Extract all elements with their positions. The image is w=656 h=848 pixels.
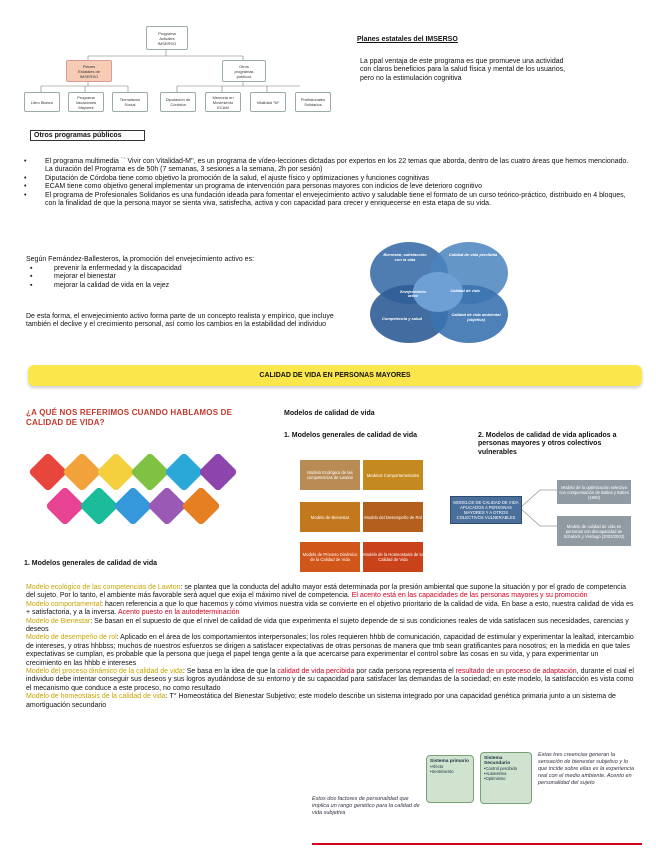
- homeo-sys2: [480, 752, 532, 804]
- list-item: • Diputación de Córdoba tiene como objetivo la promoción de la salud, el ajuste físico y optimizaciones y funciones cognitivas: [24, 174, 430, 182]
- para-text: : Se basan en el supuesto de que el nivel de calidad de vida que experimenta el sujeto depende de si sus condiciones reales de vida satisfacen sus necesidades, carencias y deseos: [26, 617, 629, 634]
- generales-paras: [26, 584, 636, 710]
- applied-left-box: MODELOS DE CALIDAD DE VIDA APLICADOS A PERSONAS MAYORES Y A OTROS COLECTIVOS VULNERABLES: [450, 496, 522, 524]
- org-leaf: Vitalidad "M": [250, 92, 286, 112]
- segun-intro: Según Fernández-Ballesteros, la promoción del envejecimiento activo es:: [26, 256, 255, 263]
- list-item: ▪ mejorar la calidad de vida en la vejez: [30, 281, 170, 289]
- list-item: • El programa multimedia `` Vivir con Vitalidad-M'', es un programa de vídeo-lecciones dictadas por expertos en los 22 temas que aborda, dentro de las cuatro áreas que hemos mencionado. La duración del Programa es de 50h (7 semanas, 3 sesiones a la semana, 2h por sesión): [24, 158, 629, 174]
- puzzle-piece: [198, 452, 238, 492]
- puzzle-piece: [164, 452, 204, 492]
- model-tile: Modelo del Desempeño de Rol: [363, 502, 423, 532]
- org-root: Programa Actuales IMSERSO: [146, 26, 188, 50]
- venn-label: Envejecimiento activo: [400, 290, 426, 298]
- applied-right-box: Modelo de la optimización selectiva con compensación de Baltes y Baltes (1990): [557, 480, 631, 504]
- para-label: Modelo de desempeño de rol: [26, 634, 117, 642]
- puzzle-heading: ¿A QUÉ NOS REFERIMOS CUANDO HABLAMOS DE CALIDAD DE VIDA?: [26, 408, 233, 427]
- planes-title: Planes estatales del IMSERSO: [357, 36, 458, 43]
- applied-connector: [520, 478, 560, 548]
- model-tile: Modelo de la Homeostasis de la Calidad de Vida: [363, 542, 423, 572]
- puzzle-piece: [28, 452, 68, 492]
- para-text: por cada persona representa el: [354, 668, 456, 676]
- modelo-sub1: 1. Modelos generales de calidad de vida: [284, 432, 418, 439]
- puzzle-piece: [113, 486, 153, 526]
- planes-text: La ppal ventaja de este programa es que promueve una actividad con claros beneficios para la salud física y mental de los usuarios, pero no la estimulación cognitiva: [360, 58, 566, 82]
- otros-bullet-text: El programa de Profesionales Solidarios es una fundación ideada para fomentar el envejecimiento activo y saludable tiene el formato de un curso teórico-práctico, distribuido en 4 bloques, con la finalidad de que la persona mayor se sienta viva, satisfecha, activa y con capacidad para crecer y enriquecerse en esta etapa de su vida.: [45, 191, 626, 208]
- venn-label: Calidad de vida: [450, 288, 480, 293]
- otros-title: Otros programas públicos: [30, 130, 145, 141]
- otros-bullet-text: ECAM tiene como objetivo general implementar un programa de intervención para personas mayores con indicios de leve deterioro cognitivo: [45, 183, 482, 191]
- org-left-head: Planes Estatales de IMSERSO: [66, 60, 112, 82]
- para-red: calidad de vida percibida: [277, 668, 355, 676]
- homeo-sys2-title: Sistema Secundario: [484, 756, 511, 766]
- org-leaf: Profesionales Solidarios: [295, 92, 331, 112]
- para-label: Modelo comportamental: [26, 600, 102, 608]
- para-red: El acento está en las capacidades de las personas mayores y su promoción: [351, 592, 588, 600]
- generales-para: [26, 634, 636, 668]
- para-label: Modelo ecológico de las competencias de Lawton: [26, 584, 181, 591]
- otros-bullet-text: Diputación de Córdoba tiene como objetivo la promoción de la salud, el ajuste físico y optimizaciones y funciones cognitivas: [45, 174, 430, 182]
- list-item: ▪ prevenir la enfermedad y la discapacidad: [30, 265, 182, 272]
- homeo-right-text: Estas tres creencias generan la sensación de bienestar subjetivo y lo que incide sobre ellas es la experiencia real con el medio ambiente. Acento en personalidad del sujeto: [538, 752, 635, 786]
- list-item: • ECAM tiene como objetivo general implementar un programa de intervención para personas mayores con indicios de leve deterioro cognitivo: [24, 183, 482, 191]
- homeo-sys2-items: •Control percibido •Autoestima •Optimismo: [484, 766, 518, 781]
- org-leaf: Memoria en Movimiento ECAM: [205, 92, 241, 112]
- puzzle-piece: [62, 452, 102, 492]
- generales-para: [26, 693, 636, 710]
- homeo-sys1: [426, 755, 474, 803]
- venn-label: Competencia y salud: [381, 316, 422, 321]
- segun-closing: De esta forma, el envejecimiento activo forma parte de un concepto realista y empírico, que incluye también el declive y el crecimiento personal, así como los cambios en la estabilidad del individuo: [26, 313, 334, 329]
- banner-title: CALIDAD DE VIDA EN PERSONAS MAYORES: [259, 372, 411, 379]
- homeo-sys1-items: •Afecto •Sentimiento: [430, 764, 454, 774]
- segun-item-text: mejorar la calidad de vida en la vejez: [54, 281, 170, 289]
- otros-list: [24, 158, 634, 208]
- puzzle-piece: [79, 486, 119, 526]
- org-right-head: Otros programas públicos: [222, 60, 266, 82]
- org-leaf: Termalismo Social: [112, 92, 148, 112]
- segun-list: [30, 265, 182, 290]
- generales-para: [26, 618, 636, 635]
- homeo-sys1-title: Sistema primario: [430, 759, 469, 764]
- list-item: • El programa de Profesionales Solidarios es una fundación ideada para fomentar el envejecimiento activo y saludable tiene el formato de un curso teórico-práctico, distribuido en 4 bloques, con la finalidad de que la persona mayor se sienta viva, satisfecha, activa y con capacidad para crecer y enriquecerse en esta etapa de su vida.: [24, 191, 626, 208]
- puzzle-piece: [181, 486, 221, 526]
- org-leaf: Programa Vacaciones Mayores: [68, 92, 104, 112]
- generales-title: 1. Modelos generales de calidad de vida: [24, 560, 158, 567]
- applied-right-box: Modelo de calidad de vida en personas con discapacidad de Schalock y Verdugo (2002/2003): [557, 516, 631, 546]
- puzzle-piece: [45, 486, 85, 526]
- generales-para: [26, 584, 636, 601]
- model-tile: Modelo Ecológico de las competencias de Lawton: [300, 460, 360, 490]
- puzzle-piece: [96, 452, 136, 492]
- para-text: : se plantea que la conducta del adulto mayor está determinada por la presión ambiental que supone la situación y por el grado de competencia del sujeto. Por lo tanto, el ambiente más favorable será aquel que exija el máximo nivel de competencia.: [26, 584, 627, 600]
- venn-label: Calidad de vida percibida: [448, 252, 498, 257]
- para-text: , durante el cual el individuo debe intentar conseguir sus deseos y sus logros ayudándose de su entorno y de su capacidad para satisfacer las demandas de la sociedad; en este modelo, la satisfacción es vista como el mecanismo que conduce a este proceso, no como resultado: [26, 668, 634, 692]
- otros-bullet-text: El programa multimedia `` Vivir con Vitalidad-M'', es un programa de vídeo-lecciones dictadas por expertos en los 22 temas que aborda, dentro de las cuatro áreas que hemos mencionado. La duración del Programa es de 50h (7 semanas, 3 sesiones a la semana, 2h por sesión): [45, 158, 629, 174]
- homeo-left-text: Estos dos factores de personalidad que implica un rango genético para la calidad de vida subjetiva: [312, 796, 420, 816]
- model-tile: Modelo de Proceso Dinámico de la Calidad de Vida: [300, 542, 360, 572]
- venn-label: Bienestar, satisfacción con la vida: [383, 252, 427, 262]
- segun-item-text: prevenir la enfermedad y la discapacidad: [54, 265, 182, 272]
- puzzle-piece: [130, 452, 170, 492]
- org-leaf: Diputación de Córdoba: [160, 92, 196, 112]
- para-red: resultado de un proceso de adaptación: [455, 668, 577, 676]
- para-label: Modelo del proceso dinámico de la calidad de vida: [26, 668, 183, 676]
- puzzle-piece: [147, 486, 187, 526]
- org-leaf: Libro Blanco: [24, 92, 60, 112]
- banner: [28, 365, 642, 386]
- generales-para: [26, 668, 636, 693]
- list-item: ▪ mejorar el bienestar: [30, 273, 116, 281]
- para-text: : T° Homeostática del Bienestar Subjetivo; este modelo describe un sistema integrado por una capacidad genética primaria junto a un sistema de amortiguación secundario: [26, 693, 616, 709]
- model-tile: Modelos Comportamentales: [363, 460, 423, 490]
- para-label: Modelo de homeostasis de la calidad de vida: [26, 693, 166, 701]
- segun-item-text: mejorar el bienestar: [54, 273, 116, 281]
- venn-label: Calidad de vida ambiental (objetiva): [451, 312, 501, 322]
- para-text: : Se basa en la idea de que la: [182, 668, 278, 676]
- para-label: Modelo de Bienestar: [26, 617, 91, 625]
- para-text: : Aplicado en el área de los comportamientos interpersonales; los roles requieren hhbb de comunicación, capacidad de estimular y experimentar la lealtad, intercambio de intereses, y otras hhbbss; muchos de nuestros esfuerzos se dirigen a satisfacer expectativas de otras personas de manera que tmb sean gratificantes para nosotros; en la medida en que tales expectativas se cumplan, es probable que la persona que juega el papel tenga gente a la que acercarse para experimentar el control sobre las cosas en su vida, y para experimentar un crecimiento en las hhbb e intereses: [26, 634, 634, 667]
- para-red: Acento puesto en la autodeterminación: [118, 609, 240, 617]
- homeo-divider: [312, 843, 642, 845]
- modelo-title: Modelos de calidad de vida: [284, 410, 375, 417]
- para-text: : hacen referencia a que lo que hacemos y cómo vivimos nuestra vida se convierte en el objetivo prioritario de la calidad de vida. En base a esto, nuestra calidad de vida es + satisfactoria, y a la inversa.: [26, 600, 634, 617]
- modelo-sub2: 2. Modelos de calidad de vida aplicados a personas mayores y otros colectivos vulnerables: [478, 432, 617, 456]
- model-tile: Modelo de Bienestar: [300, 502, 360, 532]
- generales-para: [26, 601, 636, 618]
